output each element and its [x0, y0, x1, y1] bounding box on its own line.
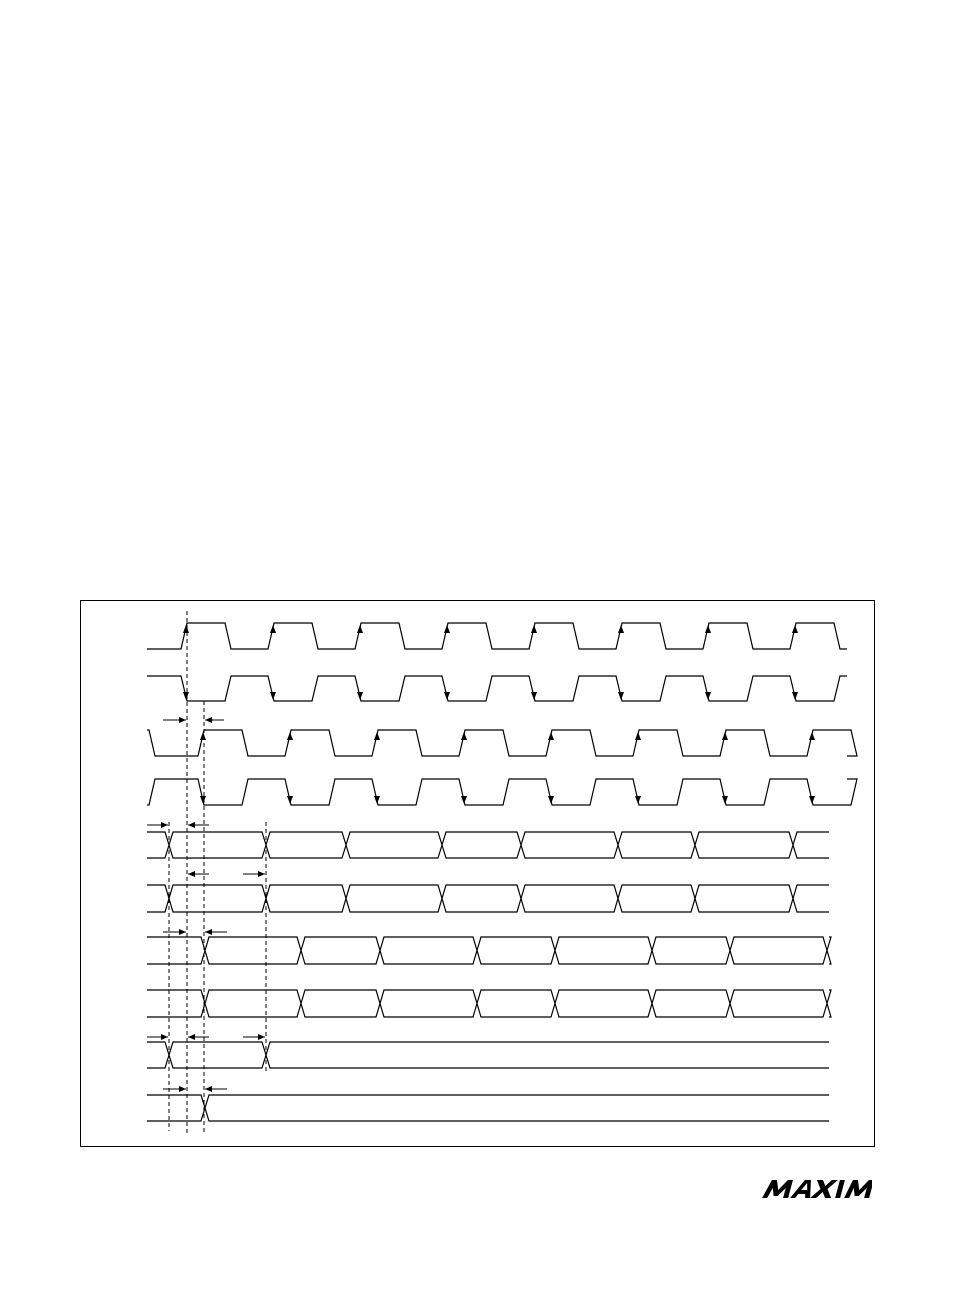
timing-arrow-head — [179, 717, 186, 723]
timing-arrow-head — [205, 1086, 212, 1092]
timing-diagram-svg — [81, 601, 876, 1148]
bus-wave-9 — [147, 1042, 829, 1068]
clock-4-edge-arrow — [374, 796, 380, 804]
timing-arrow-head — [188, 822, 195, 828]
timing-arrow-head — [205, 717, 212, 723]
timing-arrow-head — [258, 871, 265, 877]
clock-3-edge-arrow — [809, 732, 815, 740]
bus-wave-6 — [147, 885, 829, 912]
clock-4-edge-arrow — [200, 796, 206, 804]
bus-wave-8 — [147, 990, 831, 1017]
bus-wave-5 — [147, 832, 829, 858]
clock-4-edge-arrow — [287, 796, 293, 804]
clock-2-edge-arrow — [531, 692, 537, 700]
timing-arrow-head — [188, 1034, 195, 1040]
clock-1-edge-arrow — [444, 625, 450, 633]
clock-4-edge-arrow — [722, 796, 728, 804]
clock-1-edge-arrow — [792, 625, 798, 633]
clock-4-edge-arrow — [461, 796, 467, 804]
clock-2-edge-arrow — [618, 692, 624, 700]
clock-1-edge-arrow — [183, 625, 189, 633]
timing-arrow-head — [179, 929, 186, 935]
bus-wave-10 — [147, 1095, 829, 1121]
clock-1-edge-arrow — [618, 625, 624, 633]
timing-arrow-head — [258, 1034, 265, 1040]
clock-4-edge-arrow — [548, 796, 554, 804]
clock-3-edge-arrow — [635, 732, 641, 740]
clock-4-edge-arrow — [635, 796, 641, 804]
bus-wave-7 — [147, 937, 831, 964]
clock-2-edge-arrow — [357, 692, 363, 700]
clock-2-edge-arrow — [270, 692, 276, 700]
clock-3-edge-arrow — [722, 732, 728, 740]
bus-wave-8 — [147, 990, 831, 1017]
clock-4-edge-arrow — [809, 796, 815, 804]
clock-2-edge-arrow — [183, 692, 189, 700]
clock-3-edge-arrow — [461, 732, 467, 740]
timing-arrow-head — [161, 822, 168, 828]
clock-3-edge-arrow — [287, 732, 293, 740]
clock-wave-2 — [147, 676, 847, 701]
clock-wave-4 — [147, 779, 857, 805]
clock-1-edge-arrow — [270, 625, 276, 633]
bus-wave-6 — [147, 885, 829, 912]
clock-2-edge-arrow — [792, 692, 798, 700]
bus-wave-7 — [147, 937, 831, 964]
timing-arrow-head — [188, 871, 195, 877]
timing-arrow-head — [205, 929, 212, 935]
bus-wave-10 — [147, 1095, 829, 1121]
maxim-logo — [760, 1176, 872, 1200]
timing-diagram — [80, 600, 875, 1147]
clock-1-edge-arrow — [531, 625, 537, 633]
clock-wave-1 — [147, 623, 847, 649]
clock-1-edge-arrow — [705, 625, 711, 633]
bus-wave-5 — [147, 832, 829, 858]
clock-wave-3 — [147, 730, 857, 756]
clock-2-edge-arrow — [444, 692, 450, 700]
clock-3-edge-arrow — [374, 732, 380, 740]
clock-1-edge-arrow — [357, 625, 363, 633]
clock-2-edge-arrow — [705, 692, 711, 700]
clock-3-edge-arrow — [548, 732, 554, 740]
bus-wave-9 — [147, 1042, 829, 1068]
maxim-logo-mark — [760, 1176, 872, 1200]
timing-arrow-head — [179, 1086, 186, 1092]
timing-arrow-head — [161, 1034, 168, 1040]
clock-3-edge-arrow — [200, 732, 206, 740]
